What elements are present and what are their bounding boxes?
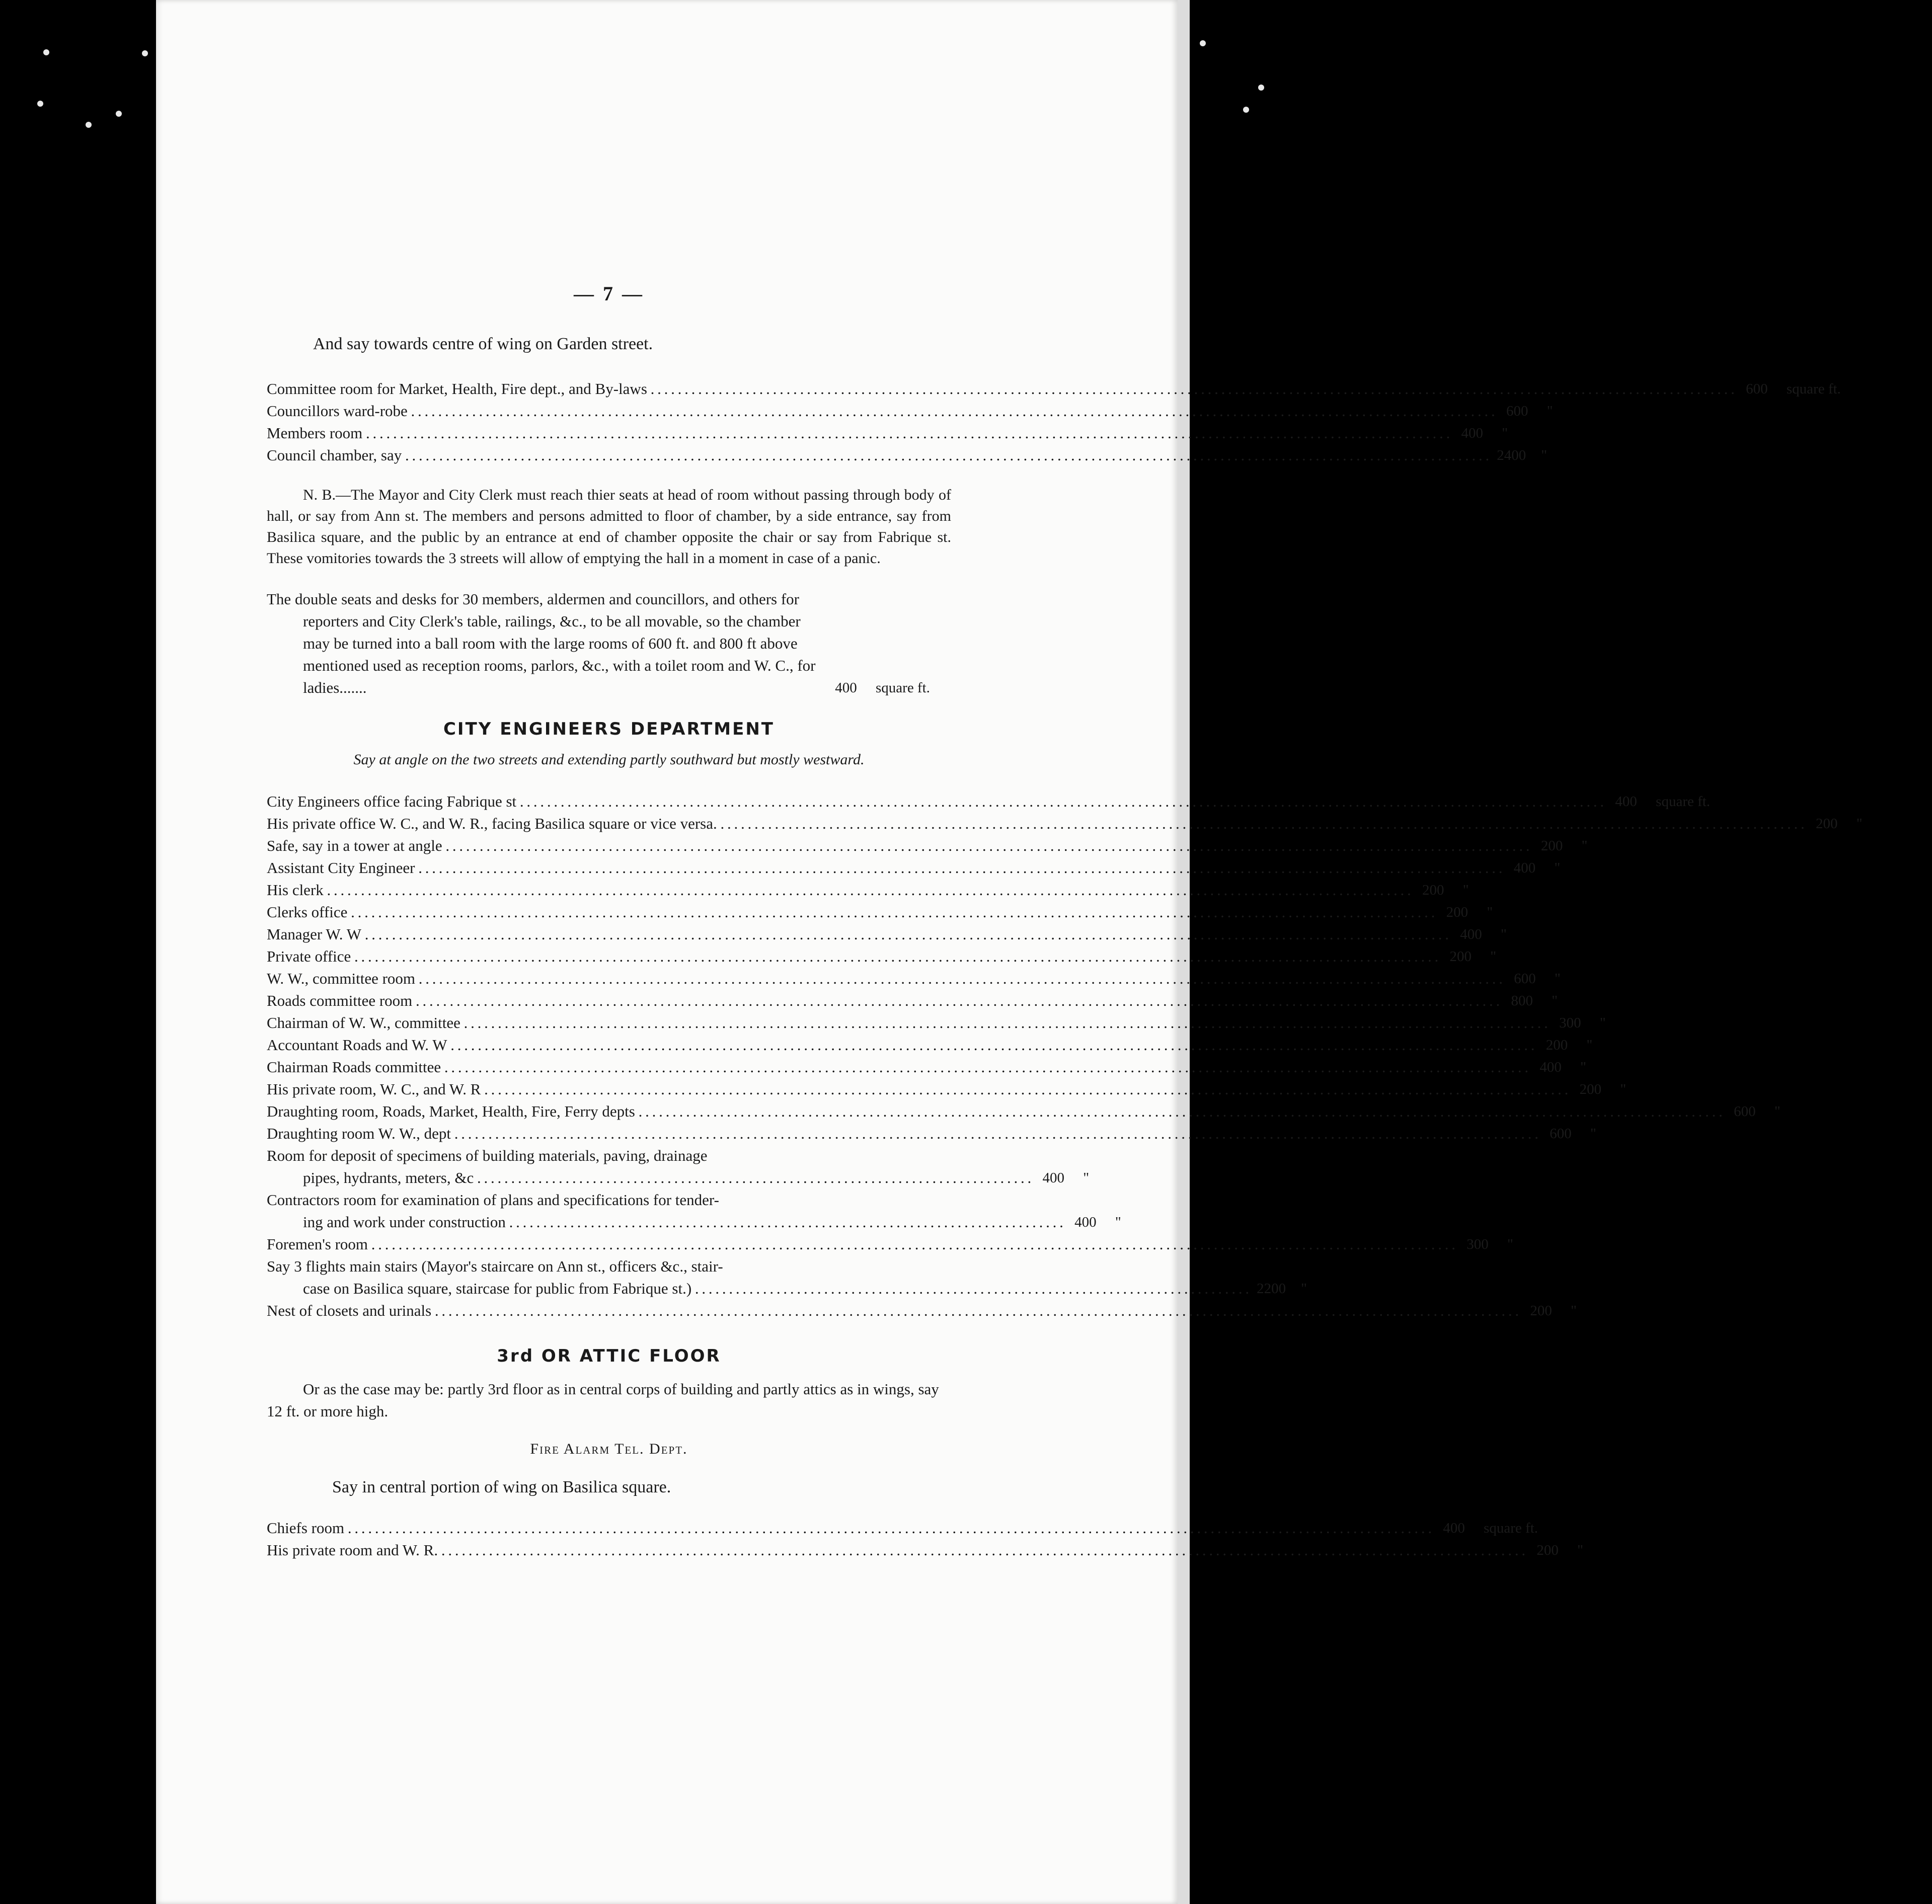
page-content xyxy=(267,282,1863,1561)
room-unit: " xyxy=(1581,838,1588,854)
room-label: City Engineers office facing Fabrique st . . . xyxy=(267,790,1603,813)
room-label: His private room, W. C., and W. R . . . xyxy=(267,1078,1568,1100)
room-unit: " xyxy=(1555,971,1561,987)
seats-unit: square ft. xyxy=(876,680,930,696)
room-row xyxy=(267,835,1588,857)
section-heading-engineers: CITY ENGINEERS DEPARTMENT xyxy=(443,719,775,739)
room-label: Nest of closets and urinals . . . xyxy=(267,1300,1518,1322)
room-label: Committee room for Market, Health, Fire dept., and By-laws . . . xyxy=(267,378,1734,400)
room-label: Private office . . . xyxy=(267,945,1438,968)
room-unit: " xyxy=(1571,1303,1577,1319)
room-row xyxy=(267,378,1841,400)
room-unit: " xyxy=(1599,1015,1606,1031)
room-label: W. W., committee room . . . xyxy=(267,968,1502,990)
room-label xyxy=(267,1145,1031,1189)
room-unit: " xyxy=(1620,1081,1627,1097)
attic-paragraph: Or as the case may be: partly 3rd floor as in central corps of building and partly attics as in wings, say 12 ft. or more high. xyxy=(267,1380,939,1420)
room-area: 400 xyxy=(1615,794,1637,810)
room-area: 400 xyxy=(1042,1170,1064,1186)
room-row xyxy=(267,422,1508,444)
room-label-line2: pipes, hydrants, meters, &c . . . xyxy=(267,1167,1031,1189)
room-label-line1: Say 3 flights main stairs (Mayor's staircare on Ann st., officers &c., stair- xyxy=(267,1257,723,1275)
room-row xyxy=(267,1034,1593,1056)
room-label: Draughting room W. W., dept . . . xyxy=(267,1123,1538,1145)
room-area: 200 xyxy=(1540,838,1563,854)
room-unit: " xyxy=(1580,1059,1586,1075)
room-area: 200 xyxy=(1530,1303,1552,1319)
room-row xyxy=(267,1123,1596,1145)
room-label: His private room and W. R. . . . xyxy=(267,1539,1525,1561)
engineers-room-list xyxy=(267,790,1863,1322)
room-unit: " xyxy=(1301,1281,1307,1297)
fire-alarm-heading: Fire Alarm Tel. Dept. xyxy=(530,1441,688,1457)
dust-speck xyxy=(43,49,49,55)
room-area: 300 xyxy=(1466,1236,1489,1252)
room-row xyxy=(267,1517,1538,1539)
room-row xyxy=(267,1189,1121,1233)
room-unit: " xyxy=(1083,1170,1090,1186)
dust-speck xyxy=(37,101,43,107)
room-row xyxy=(267,1056,1586,1078)
room-row xyxy=(267,1255,1307,1300)
engineers-location-note: Say at angle on the two streets and extending partly southward but mostly westward. xyxy=(353,751,865,768)
room-row xyxy=(267,1145,1090,1189)
room-row xyxy=(267,945,1497,968)
room-unit: " xyxy=(1577,1542,1583,1558)
room-label: Accountant Roads and W. W . . . xyxy=(267,1034,1534,1056)
council-room-list xyxy=(267,378,1841,466)
room-unit: " xyxy=(1552,993,1558,1009)
seats-area: 400 xyxy=(835,680,857,696)
room-unit: " xyxy=(1502,425,1508,441)
room-label-line2: case on Basilica square, staircase for public from Fabrique st.) . . . xyxy=(267,1278,1249,1300)
room-area: 600 xyxy=(1506,403,1528,419)
room-unit: " xyxy=(1547,403,1553,419)
room-row xyxy=(267,1078,1627,1100)
nb-paragraph: N. B.—The Mayor and City Clerk must reach thier seats at head of room without passing through body of hall, or say from Ann st. The members and persons admitted to floor of chamber, by a side entrance, say from Basilica square, and the public by an entrance at end of chamber opposite the chair or say from Fabrique st. These vomitories towards the 3 streets will allow of emptying the hall in a moment in case of a panic. xyxy=(267,487,951,567)
room-area: 200 xyxy=(1422,882,1444,898)
room-area: 200 xyxy=(1545,1037,1568,1053)
room-label: Foremen's room . . . xyxy=(267,1233,1455,1255)
fire-room-list xyxy=(267,1517,1583,1561)
room-label: Chiefs room . . . xyxy=(267,1517,1431,1539)
room-row xyxy=(267,400,1553,422)
room-unit: " xyxy=(1500,926,1507,942)
room-label-line1: Room for deposit of specimens of building materials, paving, drainage xyxy=(267,1147,708,1164)
dust-speck xyxy=(1258,85,1264,91)
room-unit: " xyxy=(1586,1037,1593,1053)
room-area: 400 xyxy=(1513,860,1536,876)
room-area: 600 xyxy=(1550,1126,1572,1142)
room-area: 2200 xyxy=(1257,1281,1286,1297)
room-row xyxy=(267,1233,1513,1255)
room-area: 400 xyxy=(1460,926,1482,942)
room-label xyxy=(267,1189,1063,1233)
room-row xyxy=(267,790,1711,813)
room-label: Council chamber, say . . . xyxy=(267,444,1489,466)
room-label: Councillors ward-robe . . . xyxy=(267,400,1495,422)
room-row xyxy=(267,1539,1583,1561)
room-row xyxy=(267,857,1561,879)
room-label: Safe, say in a tower at angle . . . xyxy=(267,835,1529,857)
room-unit: " xyxy=(1554,860,1561,876)
room-label: Roads committee room . . . xyxy=(267,990,1499,1012)
room-row xyxy=(267,968,1561,990)
room-label: Manager W. W . . . xyxy=(267,923,1448,945)
dust-speck xyxy=(142,50,148,56)
room-label: Clerks office . . . xyxy=(267,901,1434,923)
dust-speck xyxy=(116,111,122,117)
room-area: 300 xyxy=(1559,1015,1581,1031)
dust-speck xyxy=(1200,40,1206,46)
room-area: 600 xyxy=(1514,971,1536,987)
room-area: 400 xyxy=(1539,1059,1562,1075)
seats-paragraph-row xyxy=(267,588,951,699)
room-area: 200 xyxy=(1579,1081,1602,1097)
room-label-line1: Contractors room for examination of plans and specifications for tender- xyxy=(267,1191,719,1209)
room-label: His clerk . . . xyxy=(267,879,1411,901)
room-area: 200 xyxy=(1446,904,1469,920)
room-area: 400 xyxy=(1443,1520,1465,1536)
room-row xyxy=(267,879,1469,901)
room-unit: " xyxy=(1590,1126,1596,1142)
room-row xyxy=(267,444,1548,466)
room-label: Chairman Roads committee . . . xyxy=(267,1056,1528,1078)
room-unit: " xyxy=(1541,447,1548,463)
room-unit: " xyxy=(1507,1236,1513,1252)
room-area: 600 xyxy=(1746,381,1768,397)
room-unit: " xyxy=(1856,816,1863,832)
room-area: 200 xyxy=(1449,948,1472,965)
intro-line: And say towards centre of wing on Garden street. xyxy=(313,335,653,353)
room-unit: " xyxy=(1115,1214,1121,1230)
room-label: Chairman of W. W., committee . . . xyxy=(267,1012,1548,1034)
room-unit: square ft. xyxy=(1484,1520,1538,1536)
room-unit: " xyxy=(1487,904,1493,920)
room-unit: " xyxy=(1490,948,1497,965)
fire-alarm-note: Say in central portion of wing on Basilica square. xyxy=(332,1478,671,1496)
room-unit: square ft. xyxy=(1786,381,1841,397)
room-label: His private office W. C., and W. R., facing Basilica square or vice versa. . . . xyxy=(267,813,1804,835)
room-unit: " xyxy=(1774,1103,1781,1120)
room-label: Assistant City Engineer . . . xyxy=(267,857,1502,879)
room-area: 200 xyxy=(1816,816,1838,832)
room-row xyxy=(267,923,1507,945)
room-area: 800 xyxy=(1511,993,1533,1009)
room-label: Draughting room, Roads, Market, Health, Fire, Ferry depts . . . xyxy=(267,1100,1722,1123)
room-label xyxy=(267,1255,1249,1300)
room-unit: " xyxy=(1462,882,1469,898)
section-heading-attic: 3rd OR ATTIC FLOOR xyxy=(497,1346,721,1366)
room-row xyxy=(267,813,1863,835)
room-area: 200 xyxy=(1536,1542,1559,1558)
page-number: — 7 — xyxy=(574,282,644,305)
room-row xyxy=(267,901,1493,923)
seats-paragraph: The double seats and desks for 30 members, aldermen and councillors, and others for reporters and City Clerk's table, railings, &c., to be all movable, so the chamber may be turned into a ball room with the large rooms of 600 ft. and 800 ft above mentioned used as reception rooms, parlors, &c., with a toilet room and W. C., for ladies....... xyxy=(267,590,816,696)
room-row xyxy=(267,1012,1606,1034)
room-row xyxy=(267,990,1558,1012)
room-area: 600 xyxy=(1734,1103,1756,1120)
dust-speck xyxy=(1243,107,1249,113)
dust-speck xyxy=(86,122,92,128)
room-area: 400 xyxy=(1461,425,1484,441)
room-label-line2: ing and work under construction . . . xyxy=(267,1211,1063,1233)
room-row xyxy=(267,1300,1577,1322)
room-row xyxy=(267,1100,1781,1123)
room-area: 400 xyxy=(1074,1214,1097,1230)
room-label: Members room . . . xyxy=(267,422,1449,444)
room-unit: square ft. xyxy=(1656,794,1711,810)
room-area: 2400 xyxy=(1497,447,1526,463)
